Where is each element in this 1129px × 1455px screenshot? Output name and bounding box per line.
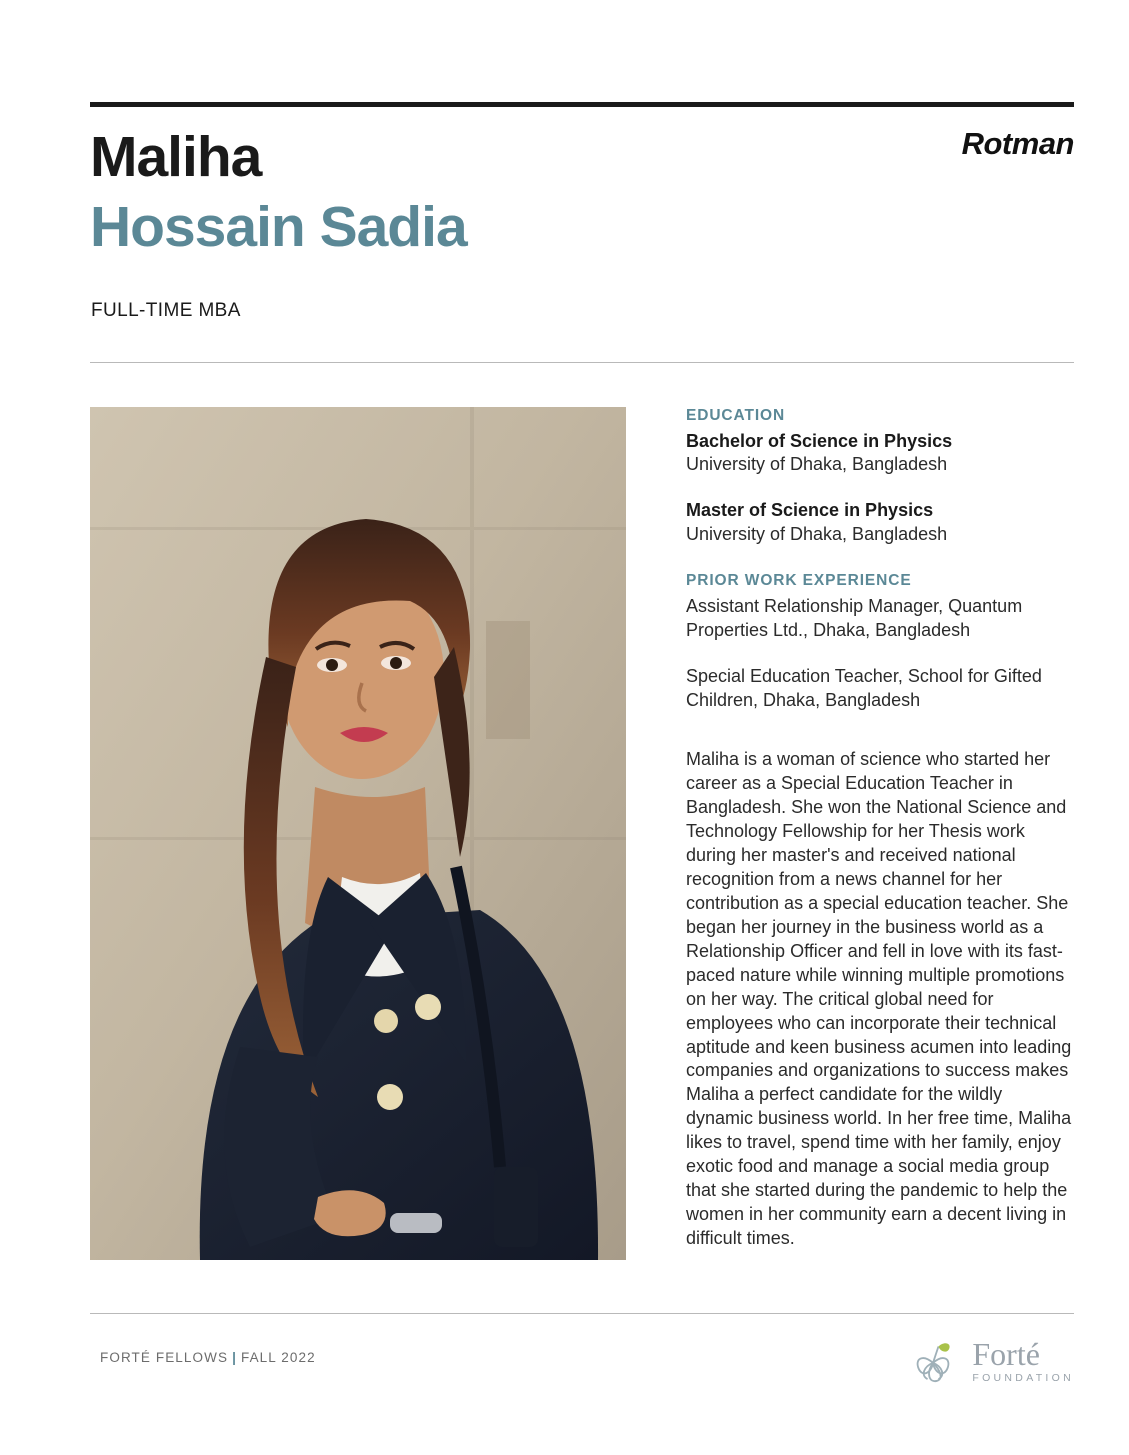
avatar: [90, 407, 626, 1260]
footer-term: FALL 2022: [240, 1350, 316, 1365]
page-title-last-name: Hossain Sadia: [90, 195, 467, 259]
work-experience-heading: PRIOR WORK EXPERIENCE: [686, 572, 912, 590]
spacer: [686, 477, 1074, 499]
footer-separator: |: [232, 1350, 237, 1365]
education-degree: Bachelor of Science in Physics: [686, 431, 953, 451]
spacer: [686, 546, 1074, 572]
education-heading: EDUCATION: [686, 407, 786, 424]
work-experience-entry: Special Education Teacher, School for Gifted Children, Dhaka, Bangladesh: [686, 665, 1042, 710]
forte-wordmark: [972, 1338, 1074, 1384]
education-degree: Master of Science in Physics: [686, 500, 934, 521]
education-institution: University of Dhaka, Bangladesh: [686, 454, 948, 475]
page-title-first-name: Maliha: [90, 125, 262, 189]
header-divider: [90, 362, 1074, 363]
spacer: [686, 643, 1074, 665]
forte-word: Forté: [972, 1336, 1040, 1372]
work-experience-entry: Assistant Relationship Manager, Quantum Properties Ltd., Dhaka, Bangladesh: [686, 596, 1023, 641]
forte-foundation-logo: [904, 1332, 1074, 1390]
page-sheet: [14, 10, 1115, 1445]
page-content: [90, 10, 1074, 1445]
portrait-illustration: [90, 407, 626, 1260]
program-label: FULL-TIME MBA: [91, 300, 241, 321]
education-institution: University of Dhaka, Bangladesh: [686, 523, 948, 544]
school-brand-logo: Rotman: [961, 126, 1074, 161]
footer-divider: [90, 1313, 1074, 1314]
footer-program-label: FORTÉ FELLOWS: [100, 1350, 229, 1365]
profile-details: [686, 407, 1074, 1251]
header-top-rule: [90, 102, 1074, 107]
footer-fellowship-info: [100, 1350, 316, 1365]
biography-text: Maliha is a woman of science who started her career as a Special Education Teacher in Bangladesh. She won the National Science and Technology Fellowship for her Thesis work during her master's and received national recognition from a news channel for her contribution as a special education teacher. She began her journey in the business world as a Relationship Officer and fell in love with its fast-paced nature while winning multiple promotions on her way. The critical global need for employees who can incorporate their technical aptitude and keen business acumen into leading companies and organizations to success makes Maliha a perfect candidate for the wildly dynamic business world. In her free time, Maliha likes to travel, spend time with her family, enjoy exotic food and manage a social media group that she started during the pandemic to help the women in her community earn a decent living in difficult times.: [686, 749, 1072, 1249]
forte-flower-icon: [904, 1332, 962, 1390]
forte-subtitle: FOUNDATION: [972, 1372, 1074, 1384]
